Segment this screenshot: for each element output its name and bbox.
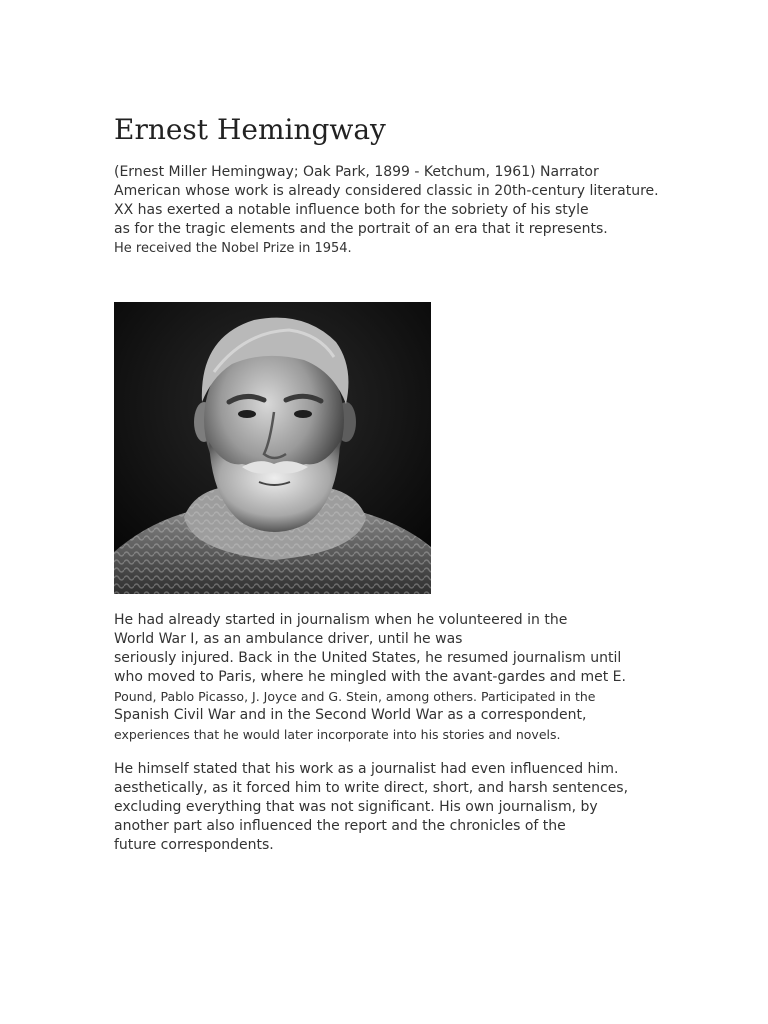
bio1-line: World War I, as an ambulance driver, until he was	[114, 631, 463, 647]
intro-line: as for the tragic elements and the portrait of an era that it represents.	[114, 221, 608, 237]
bio1-line: Spanish Civil War and in the Second World War as a correspondent,	[114, 707, 587, 723]
intro-line: XX has exerted a notable influence both for the sobriety of his style	[114, 202, 589, 218]
intro-paragraph	[114, 163, 689, 258]
intro-line: He received the Nobel Prize in 1954.	[114, 241, 352, 256]
bio1-line: Pound, Pablo Picasso, J. Joyce and G. Stein, among others. Participated in the	[114, 689, 596, 704]
bio1-line: He had already started in journalism when he volunteered in the	[114, 612, 568, 628]
hemingway-portrait-photo	[114, 302, 431, 594]
intro-line: American whose work is already considered classic in 20th-century literature.	[114, 183, 659, 199]
page-title: Ernest Hemingway	[114, 113, 386, 146]
biography-paragraph-1	[114, 611, 689, 744]
biography-paragraph-2	[114, 760, 689, 855]
portrait-illustration	[114, 302, 431, 594]
bio1-line: who moved to Paris, where he mingled with the avant-gardes and met E.	[114, 669, 626, 685]
bio1-line: seriously injured. Back in the United States, he resumed journalism until	[114, 650, 622, 666]
bio2-line: future correspondents.	[114, 837, 274, 853]
intro-line: (Ernest Miller Hemingway; Oak Park, 1899 - Ketchum, 1961) Narrator	[114, 164, 599, 180]
bio1-line: experiences that he would later incorporate into his stories and novels.	[114, 727, 561, 742]
bio2-line: excluding everything that was not significant. His own journalism, by	[114, 799, 598, 815]
bio2-line: aesthetically, as it forced him to write direct, short, and harsh sentences,	[114, 780, 629, 796]
bio2-line: He himself stated that his work as a journalist had even influenced him.	[114, 761, 619, 777]
bio2-line: another part also influenced the report and the chronicles of the	[114, 818, 566, 834]
